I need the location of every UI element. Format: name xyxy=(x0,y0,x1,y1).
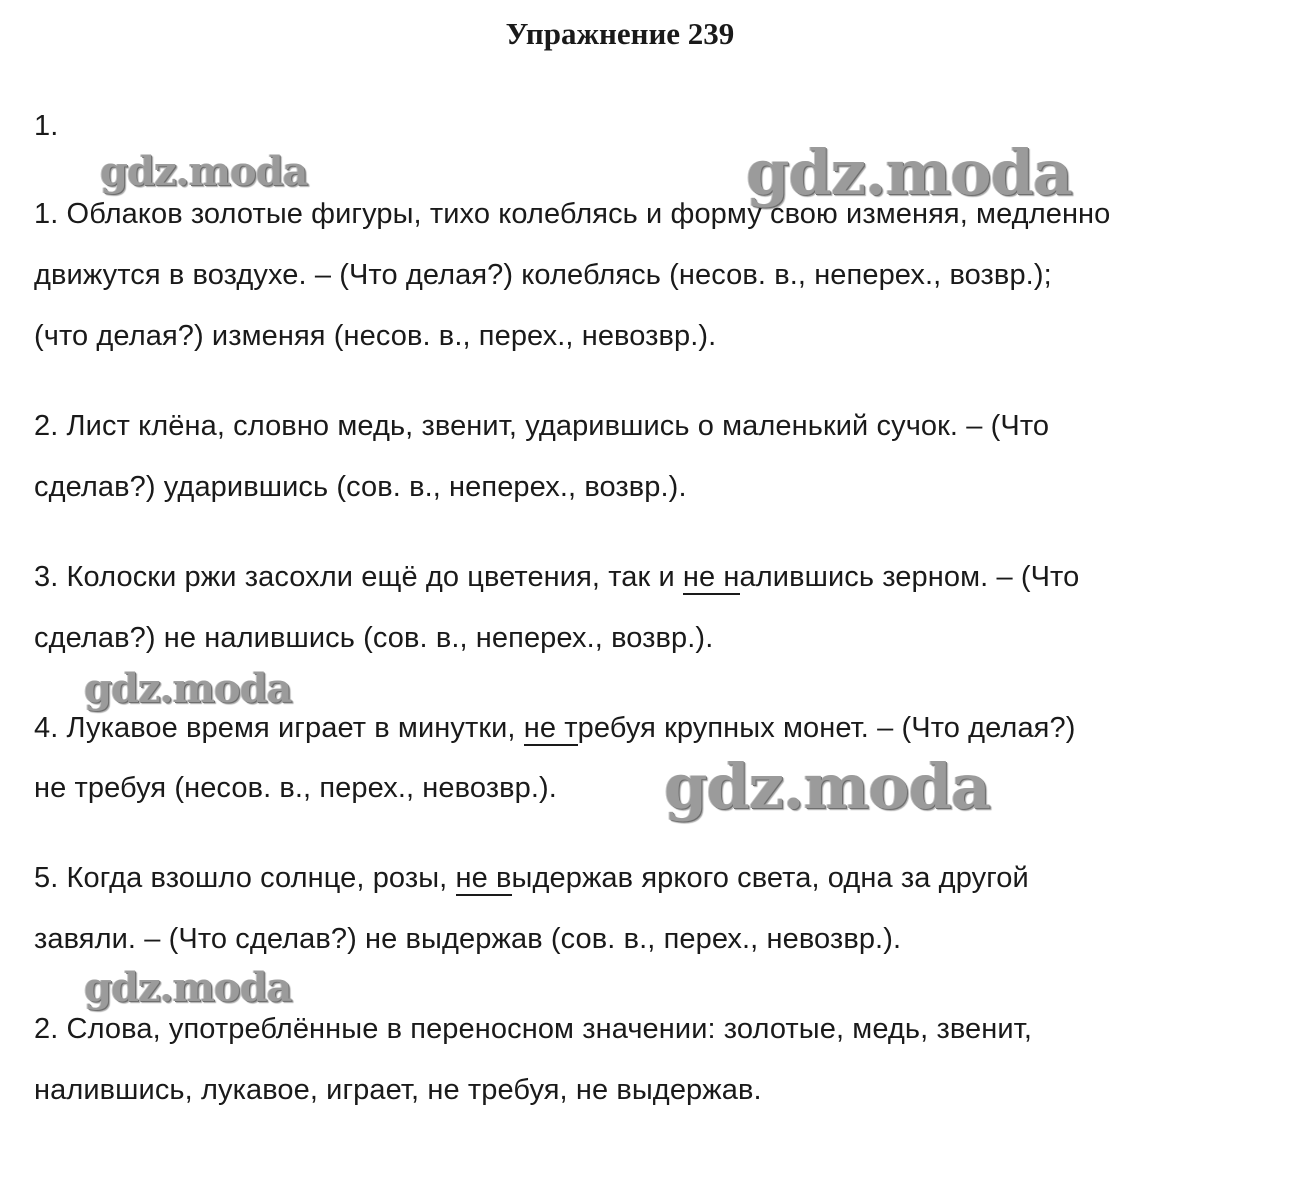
item-1-line-3: (что делая?) изменяя (несов. в., перех., невозвр.). xyxy=(34,320,717,352)
item-2-line-2: сделав?) ударившись (сов. в., неперех., возвр.). xyxy=(34,471,687,503)
item-1-line-1: 1. Облаков золотые фигуры, тихо колеблясь и форму свою изменяя, медленно xyxy=(34,198,1111,230)
item-5-text-before: 5. Когда взошло солнце, розы, xyxy=(34,862,456,894)
item-1-line-2: движутся в воздухе. – (Что делая?) колеблясь (несов. в., неперех., возвр.); xyxy=(34,259,1052,291)
watermark: gdz.moda xyxy=(84,964,292,1011)
item-3-text-before: 3. Колоски ржи засохли ещё до цветения, так и xyxy=(34,561,683,593)
item-3-text-after: алившись зерном. – (Что xyxy=(739,561,1080,593)
watermark: gdz.moda xyxy=(84,665,292,712)
item-4-line-2: не требуя (несов. в., перех., невозвр.). xyxy=(34,772,557,804)
item-5-underlined: не в xyxy=(455,862,512,894)
watermark: gdz.moda xyxy=(664,750,990,823)
watermark: gdz.moda xyxy=(100,148,308,195)
item-5-line-1 xyxy=(34,858,1029,898)
exercise-title: Упражнение 239 xyxy=(505,16,735,51)
item-4-text-before: 4. Лукавое время играет в минутки, xyxy=(34,712,524,744)
item-4-underlined: не т xyxy=(523,712,578,744)
item-3-underlined: не н xyxy=(682,561,740,593)
item-3-line-1 xyxy=(34,557,1079,597)
item-4-line-1 xyxy=(34,708,1075,748)
item-3-line-2: сделав?) не налившись (сов. в., неперех., возвр.). xyxy=(34,622,714,654)
item-2-line-1: 2. Лист клёна, словно медь, звенит, ударившись о маленький сучок. – (Что xyxy=(34,410,1050,442)
item-5-line-2: завяли. – (Что сделав?) не выдержав (сов. в., перех., невозвр.). xyxy=(34,923,902,955)
watermark: gdz.moda xyxy=(746,136,1072,209)
section-1-label: 1. xyxy=(34,110,59,142)
section-2-line-2: налившись, лукавое, играет, не требуя, не выдержав. xyxy=(34,1074,762,1106)
item-5-text-after: ыдержав яркого света, одна за другой xyxy=(511,862,1029,894)
section-2-line-1: 2. Слова, употреблённые в переносном значении: золотые, медь, звенит, xyxy=(34,1013,1032,1045)
item-4-text-after: ребуя крупных монет. – (Что делая?) xyxy=(577,712,1076,744)
